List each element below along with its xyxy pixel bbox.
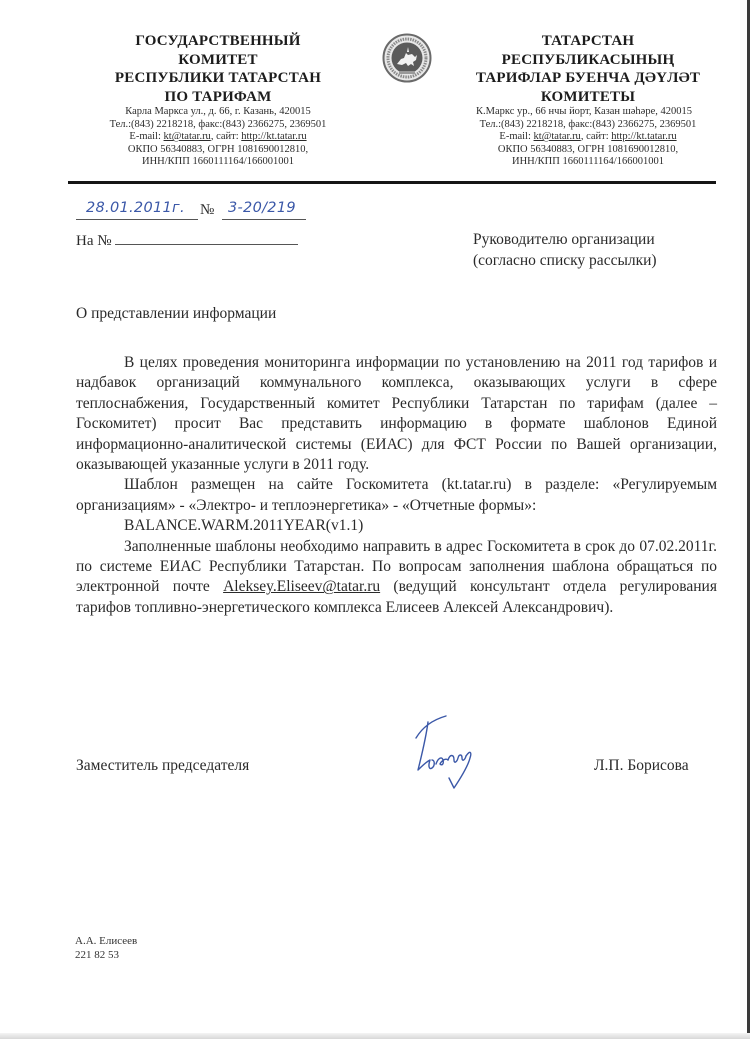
letterhead-right-inn: ИНН/КПП 1660111164/166001001 — [512, 156, 664, 168]
number-sign: № — [200, 202, 215, 218]
letterhead-right-address: К.Маркс ур., 66 нчы йорт, Казан шәһәре, 420015 — [475, 106, 692, 117]
executor-name: А.А. Елисеев — [75, 935, 138, 947]
letterhead-right-phone: Тел.:(843) 2218218, факс:(843) 2366275, 2369501 — [479, 118, 697, 130]
number-underline — [222, 219, 306, 220]
reply-to-field — [76, 230, 298, 250]
letterhead-right-okpo: ОКПО 56340883, ОГРН 1081690012810, — [497, 143, 679, 155]
letterhead-left-title-4: ПО ТАРИФАМ — [164, 88, 272, 105]
letter-body — [76, 353, 717, 618]
letterhead-left-title-1: ГОСУДАРСТВЕННЫЙ — [135, 33, 301, 49]
email-label: E-mail: — [129, 131, 164, 143]
signatory-name: Л.П. Борисова — [594, 757, 689, 774]
executor-block — [75, 934, 137, 962]
letterhead-right-contacts — [456, 131, 720, 144]
letterhead-left-address: Карла Маркса ул., д. 66, г. Казань, 420015 — [125, 106, 311, 117]
reply-to-label: На № — [76, 233, 112, 249]
handwritten-signature-icon — [402, 708, 488, 794]
site-link[interactable]: http://kt.tatar.ru — [241, 131, 307, 143]
email-link[interactable]: kt@tatar.ru — [533, 131, 581, 143]
letterhead-left-contacts — [62, 131, 374, 144]
site-label: , сайт: — [580, 131, 612, 143]
letterhead-right-title-3: ТАРИФЛАР БУЕНЧА ДӘҮЛӘТ — [475, 70, 701, 86]
letter-subject: О представлении информации — [76, 305, 277, 322]
site-link[interactable]: http://kt.tatar.ru — [611, 131, 677, 143]
registration-line — [76, 200, 306, 222]
letterhead-left-okpo: ОКПО 56340883, ОГРН 1081690012810, — [127, 143, 309, 155]
scan-edge-bottom — [0, 1033, 750, 1039]
letterhead-right-title-4: КОМИТЕТЫ — [540, 88, 636, 105]
letterhead-left-title-2: КОМИТЕТ — [178, 51, 258, 68]
signatory-position: Заместитель председателя — [76, 757, 250, 774]
letterhead-left-phone: Тел.:(843) 2218218, факс:(843) 2366275, 2369501 — [109, 118, 327, 130]
body-paragraph-3-text: Заполненные шаблоны необходимо направить в адрес Госкомитета в срок до 07.02.2011г. по системе ЕИАС Республики Татарстан. По вопросам заполнения шаблона обращаться по электронной почте — [76, 537, 717, 596]
email-link[interactable]: kt@tatar.ru — [163, 131, 211, 143]
email-label: E-mail: — [499, 131, 534, 143]
addressee-block — [473, 230, 657, 271]
body-paragraph-3 — [76, 537, 717, 619]
site-label: , сайт: — [210, 131, 242, 143]
registration-number: 3-20/219 — [228, 200, 296, 216]
letterhead-divider — [68, 181, 716, 184]
reply-to-blank — [115, 230, 298, 245]
date-underline — [76, 219, 198, 220]
executor-phone: 221 82 53 — [75, 949, 119, 961]
contact-email-link[interactable]: Aleksey.Eliseev@tatar.ru — [223, 578, 381, 596]
body-paragraph-2: Шаблон размещен на сайте Госкомитета (kt.tatar.ru) в разделе: «Регулируемым организациям» - «Электро- и теплоэнергетика» - «Отчетные формы»: — [76, 476, 717, 514]
letterhead-left-inn: ИНН/КПП 1660111164/166001001 — [142, 156, 294, 168]
letterhead-left — [62, 32, 374, 169]
registration-date: 28.01.2011г. — [86, 200, 185, 216]
template-code: BALANCE.WARM.2011YEAR(v1.1) — [124, 517, 364, 535]
letterhead-right-title-1: ТАТАРСТАН — [541, 33, 635, 49]
letterhead-right-title-2: РЕСПУБЛИКАСЫНЫҢ — [501, 51, 675, 68]
body-paragraph-3-tail: (ведущий консультант отдела регулирования тарифов топливно-энергетического комплекса Елисеев Алексей Александрович). — [76, 578, 717, 616]
tatarstan-coat-of-arms-icon — [382, 33, 432, 83]
body-paragraph-1: В целях проведения мониторинга информации по установлению на 2011 год тарифов и надбавок организаций коммунального комплекса, оказывающих услуги в сфере теплоснабжения, Государственный комитет Республики Татарстан по тарифам (далее – Госкомитет) просит Вас представить информацию в формате шаблонов Единой информационно-аналитической системы (ЕИАС) для ФСТ России по Вашей организации, оказывающей указанные услуги в 2011 году. — [76, 354, 717, 474]
letterhead-left-title-3: РЕСПУБЛИКИ ТАТАРСТАН — [114, 70, 322, 86]
addressee-line-1: Руководителю организации — [473, 231, 655, 248]
letterhead-right — [456, 32, 720, 169]
addressee-line-2: (согласно списку рассылки) — [473, 251, 657, 269]
